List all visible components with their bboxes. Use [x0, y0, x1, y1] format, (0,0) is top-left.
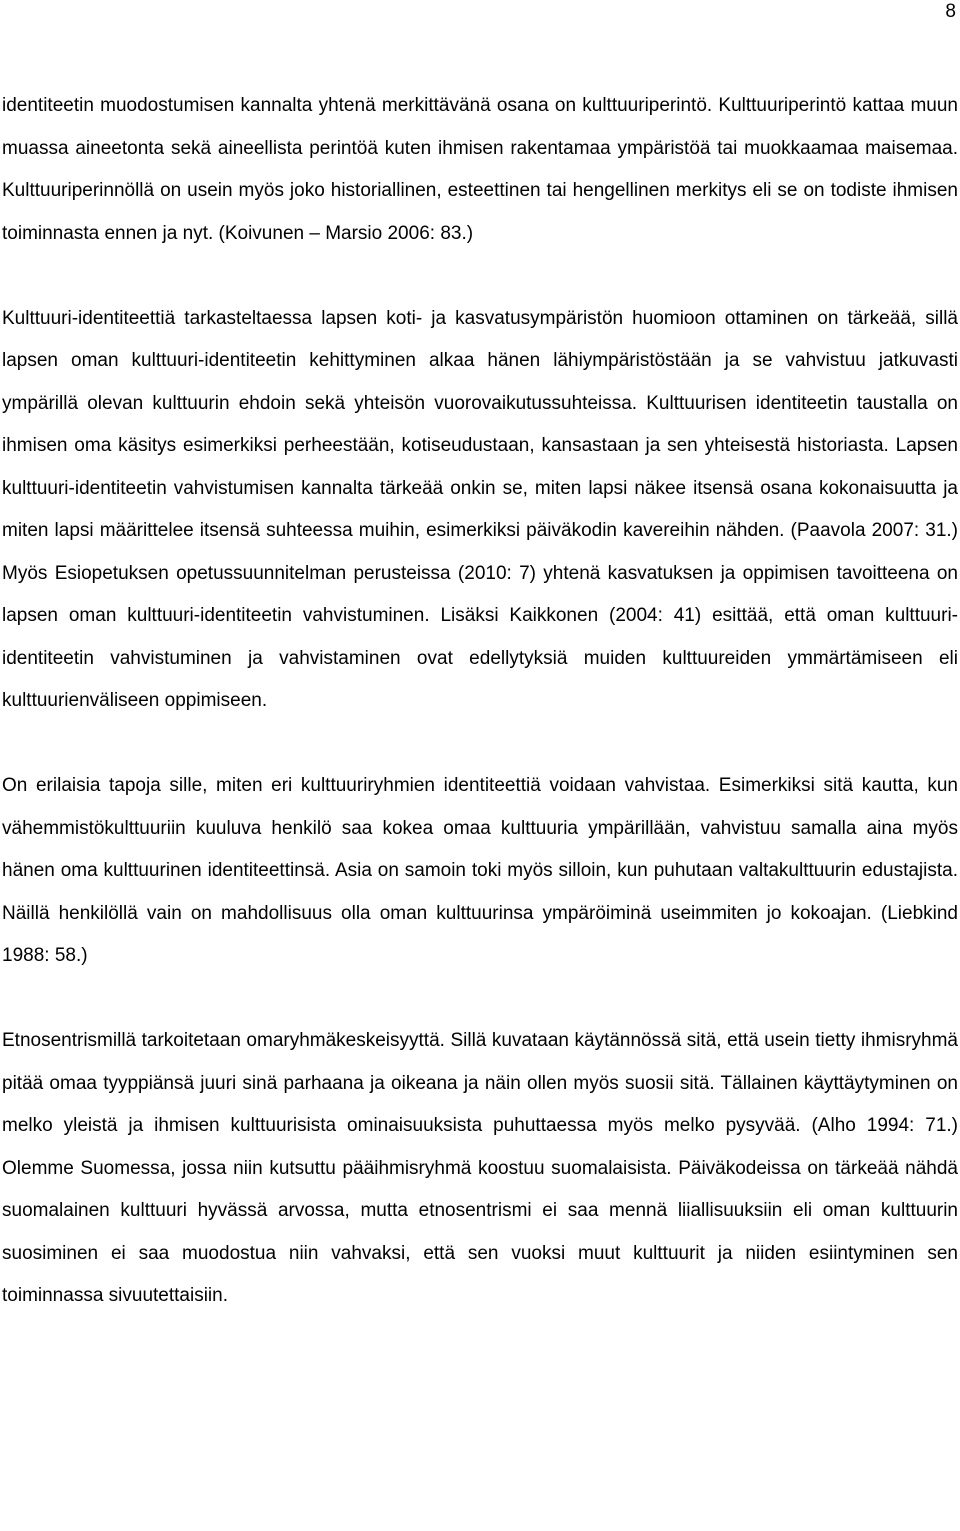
page-number: 8 — [945, 1, 956, 22]
document-body — [2, 85, 958, 1318]
paragraph-strengthening-identity: On erilaisia tapoja sille, miten eri kulttuuriryhmien identiteettiä voidaan vahvistaa. Esimerkiksi sitä kautta, kun vähemmistökulttuuriin kuuluva henkilö saa kokea omaa kulttuuria ympärillään, vahvistuu samalla aina myös hänen oma kulttuurinen identiteettinsä. Asia on samoin toki myös silloin, kun puhutaan valtakulttuurin edustajista. Näillä henkilöllä vain on mahdollisuus olla oman kulttuurinsa ympäröiminä useimmiten jo kokoajan. (Liebkind 1988: 58.) — [2, 775, 958, 966]
paragraph-cultural-identity: Kulttuuri-identiteettiä tarkasteltaessa lapsen koti- ja kasvatusympäristön huomioon ottaminen on tärkeää, sillä lapsen oman kulttuuri-identiteetin kehittyminen alkaa hänen lähiympäristöstään ja se vahvistuu jatkuvasti ympärillä olevan kulttuurin ehdoin sekä yhteisön vuorovaikutussuhteissa. Kulttuurisen identiteetin taustalla on ihmisen oma käsitys esimerkiksi perheestään, kotiseudustaan, kansastaan ja sen yhteisestä historiasta. Lapsen kulttuuri-identiteetin vahvistumisen kannalta tärkeää onkin se, miten lapsi näkee itsensä osana kokonaisuutta ja miten lapsi määrittelee itsensä suhteessa muihin, esimerkiksi päiväkodin kavereihin nähden. (Paavola 2007: 31.) Myös Esiopetuksen opetussuunnitelman perusteissa (2010: 7) yhtenä kasvatuksen ja oppimisen tavoitteena on lapsen oman kulttuuri-identiteetin vahvistuminen. Lisäksi Kaikkonen (2004: 41) esittää, että oman kulttuuri-identiteetin vahvistuminen ja vahvistaminen ovat edellytyksiä muiden kulttuureiden ymmärtämiseen eli kulttuurienväliseen oppimiseen. — [2, 307, 958, 711]
paragraph-ethnocentrism: Etnosentrismillä tarkoitetaan omaryhmäkeskeisyyttä. Sillä kuvataan käytännössä sitä, että usein tietty ihmisryhmä pitää omaa tyyppiänsä juuri sinä parhaana ja oikeana ja näin ollen myös suosii sitä. Tällainen käyttäytyminen on melko yleistä ja ihmisen kulttuurisista ominaisuuksista puhuttaessa myös melko pysyvää. (Alho 1994: 71.) Olemme Suomessa, jossa niin kutsuttu pääihmisryhmä koostuu suomalaisista. Päiväkodeissa on tärkeää nähdä suomalainen kulttuuri hyvässä arvossa, mutta etnosentrismi ei saa mennä liiallisuuksiin eli oman kulttuurin suosiminen ei saa muodostua niin vahvaksi, että sen vuoksi muut kulttuurit ja niiden esiintyminen sen toiminnassa sivuutettaisiin. — [2, 1030, 958, 1306]
paragraph-cultural-heritage: identiteetin muodostumisen kannalta yhtenä merkittävänä osana on kulttuuriperintö. Kulttuuriperintö kattaa muun muassa aineetonta sekä aineellista perintöä kuten ihmisen rakentamaa ympäristöä tai muokkaamaa maisemaa. Kulttuuriperinnöllä on usein myös joko historiallinen, esteettinen tai hengellinen merkitys eli se on todiste ihmisen toiminnasta ennen ja nyt. (Koivunen – Marsio 2006: 83.) — [2, 95, 958, 244]
